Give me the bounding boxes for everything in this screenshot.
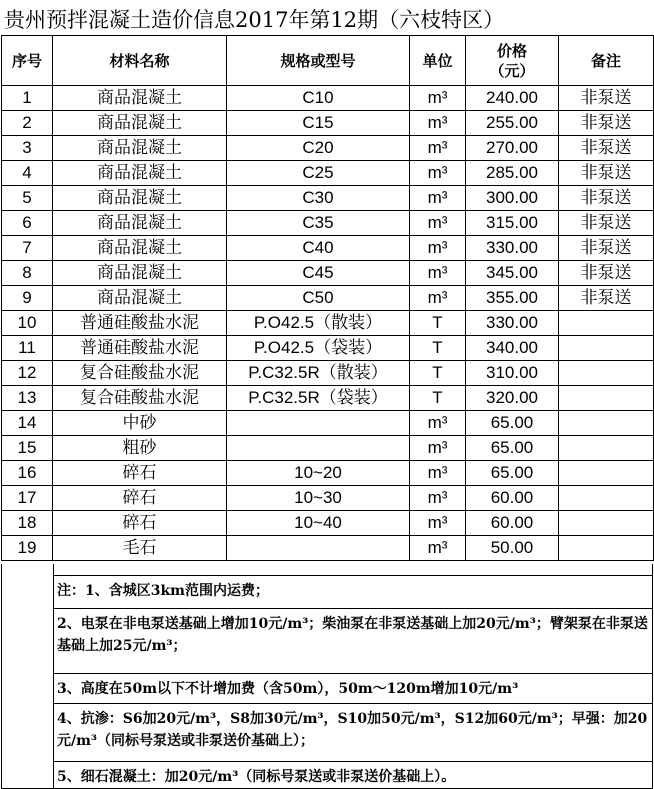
cell-spec: C45 [227,261,410,286]
cell-name: 碎石 [53,511,227,536]
cell-no: 11 [2,336,53,361]
notes-inner [53,564,652,788]
table-row [2,486,654,511]
note-5: 5、细石混凝土：加20元/m³（同标号泵送或非泵送价基础上）。 [54,761,652,789]
cell-name: 普通硅酸盐水泥 [53,311,227,336]
cell-no: 18 [2,511,53,536]
cell-remark: 非泵送 [559,236,654,261]
cell-name: 毛石 [53,536,227,561]
cell-name: 商品混凝土 [53,286,227,311]
cell-no: 14 [2,411,53,436]
cell-price: 65.00 [466,411,559,436]
header-price-line2: （元） [489,61,535,80]
table-row [2,161,654,186]
table-row [2,436,654,461]
price-table [1,35,654,561]
cell-remark [559,386,654,411]
cell-unit: m³ [410,436,466,461]
cell-spec [227,536,410,561]
cell-price: 240.00 [466,86,559,111]
table-row [2,386,654,411]
cell-spec: P.C32.5R（散装） [227,361,410,386]
cell-remark: 非泵送 [559,111,654,136]
cell-no: 5 [2,186,53,211]
cell-remark: 非泵送 [559,261,654,286]
cell-spec: C15 [227,111,410,136]
cell-name: 商品混凝土 [53,161,227,186]
cell-price: 310.00 [466,361,559,386]
table-header-row [2,36,654,86]
cell-name: 商品混凝土 [53,211,227,236]
cell-price: 355.00 [466,286,559,311]
table-row [2,111,654,136]
cell-price: 330.00 [466,236,559,261]
cell-unit: T [410,311,466,336]
table-row [2,86,654,111]
header-unit: 单位 [410,36,466,86]
note-2: 2、电泵在非电泵送基础上增加10元/m³；柴油泵在非泵送基础上加20元/m³；臂架泵在非泵送基础上加25元/m³； [54,608,652,673]
cell-remark [559,486,654,511]
cell-spec: C10 [227,86,410,111]
cell-name: 普通硅酸盐水泥 [53,336,227,361]
cell-spec: 10~30 [227,486,410,511]
cell-remark: 非泵送 [559,136,654,161]
note-1: 注：1、含城区3km范围内运费； [54,575,652,608]
cell-price: 315.00 [466,211,559,236]
cell-unit: m³ [410,286,466,311]
table-row [2,336,654,361]
header-no: 序号 [2,36,53,86]
table-row [2,136,654,161]
cell-spec: P.C32.5R（袋装） [227,386,410,411]
header-remark: 备注 [559,36,654,86]
cell-remark [559,511,654,536]
cell-name: 商品混凝土 [53,86,227,111]
cell-name: 商品混凝土 [53,236,227,261]
cell-unit: m³ [410,236,466,261]
cell-no: 6 [2,211,53,236]
cell-price: 285.00 [466,161,559,186]
note-3: 3、高度在50m以下不计增加费（含50m），50m～120m增加10元/m³ [54,673,652,703]
cell-price: 270.00 [466,136,559,161]
cell-no: 2 [2,111,53,136]
table-row [2,361,654,386]
cell-remark [559,461,654,486]
table-row [2,461,654,486]
cell-unit: m³ [410,161,466,186]
cell-spec: C50 [227,286,410,311]
cell-name: 粗砂 [53,436,227,461]
cell-name: 商品混凝土 [53,261,227,286]
table-row [2,536,654,561]
table-row [2,186,654,211]
sheet-title: 贵州预拌混凝土造价信息2017年第12期（六枝特区） [4,8,505,32]
cell-spec: C30 [227,186,410,211]
cell-remark [559,436,654,461]
cell-remark [559,536,654,561]
cell-spec: C35 [227,211,410,236]
cell-no: 10 [2,311,53,336]
table-row [2,511,654,536]
cell-no: 12 [2,361,53,386]
cell-unit: m³ [410,111,466,136]
cell-no: 13 [2,386,53,411]
cell-remark [559,411,654,436]
cell-remark [559,311,654,336]
cell-spec: C25 [227,161,410,186]
cell-remark: 非泵送 [559,211,654,236]
cell-name: 中砂 [53,411,227,436]
cell-price: 60.00 [466,511,559,536]
cell-unit: m³ [410,536,466,561]
cell-spec: P.O42.5（散装） [227,311,410,336]
cell-remark [559,361,654,386]
cell-price: 330.00 [466,311,559,336]
cell-name: 复合硅酸盐水泥 [53,361,227,386]
header-price [466,36,559,86]
cell-no: 17 [2,486,53,511]
notes-section [1,564,653,789]
cell-spec [227,411,410,436]
cell-spec: P.O42.5（袋装） [227,336,410,361]
note-4: 4、抗渗：S6加20元/m³，S8加30元/m³，S10加50元/m³，S12加60元/m³；早强：加20元/m³（同标号泵送或非泵送价基础上）； [54,703,652,761]
cell-name: 复合硅酸盐水泥 [53,386,227,411]
table-row [2,236,654,261]
cell-no: 3 [2,136,53,161]
cell-unit: m³ [410,86,466,111]
cell-no: 16 [2,461,53,486]
cell-no: 4 [2,161,53,186]
cell-unit: m³ [410,486,466,511]
header-spec: 规格或型号 [227,36,410,86]
cell-spec: C40 [227,236,410,261]
cell-price: 255.00 [466,111,559,136]
cell-spec: 10~20 [227,461,410,486]
cell-remark: 非泵送 [559,286,654,311]
table-row [2,286,654,311]
cell-unit: m³ [410,211,466,236]
cell-name: 商品混凝土 [53,111,227,136]
cell-unit: m³ [410,411,466,436]
cell-remark: 非泵送 [559,161,654,186]
cell-unit: T [410,361,466,386]
cell-no: 9 [2,286,53,311]
table-row [2,261,654,286]
cell-name: 商品混凝土 [53,136,227,161]
cell-price: 50.00 [466,536,559,561]
cell-remark [559,336,654,361]
cell-remark: 非泵送 [559,186,654,211]
cell-price: 65.00 [466,461,559,486]
cell-price: 340.00 [466,336,559,361]
header-name: 材料名称 [53,36,227,86]
cell-name: 商品混凝土 [53,186,227,211]
cell-name: 碎石 [53,486,227,511]
cell-unit: T [410,336,466,361]
table-row [2,411,654,436]
cell-unit: m³ [410,261,466,286]
cell-unit: m³ [410,186,466,211]
cell-remark: 非泵送 [559,86,654,111]
cell-unit: m³ [410,136,466,161]
table-row [2,211,654,236]
cell-price: 65.00 [466,436,559,461]
table-body [2,86,654,561]
header-price-line1: 价格 [496,41,527,60]
cell-no: 7 [2,236,53,261]
cell-no: 19 [2,536,53,561]
cell-no: 1 [2,86,53,111]
cell-spec: 10~40 [227,511,410,536]
cell-price: 345.00 [466,261,559,286]
cell-spec [227,436,410,461]
cell-price: 320.00 [466,386,559,411]
table-row [2,311,654,336]
cell-unit: m³ [410,461,466,486]
cell-price: 300.00 [466,186,559,211]
cell-price: 60.00 [466,486,559,511]
cell-name: 碎石 [53,461,227,486]
cell-unit: m³ [410,511,466,536]
cell-spec: C20 [227,136,410,161]
cell-no: 8 [2,261,53,286]
cell-no: 15 [2,436,53,461]
cell-unit: T [410,386,466,411]
